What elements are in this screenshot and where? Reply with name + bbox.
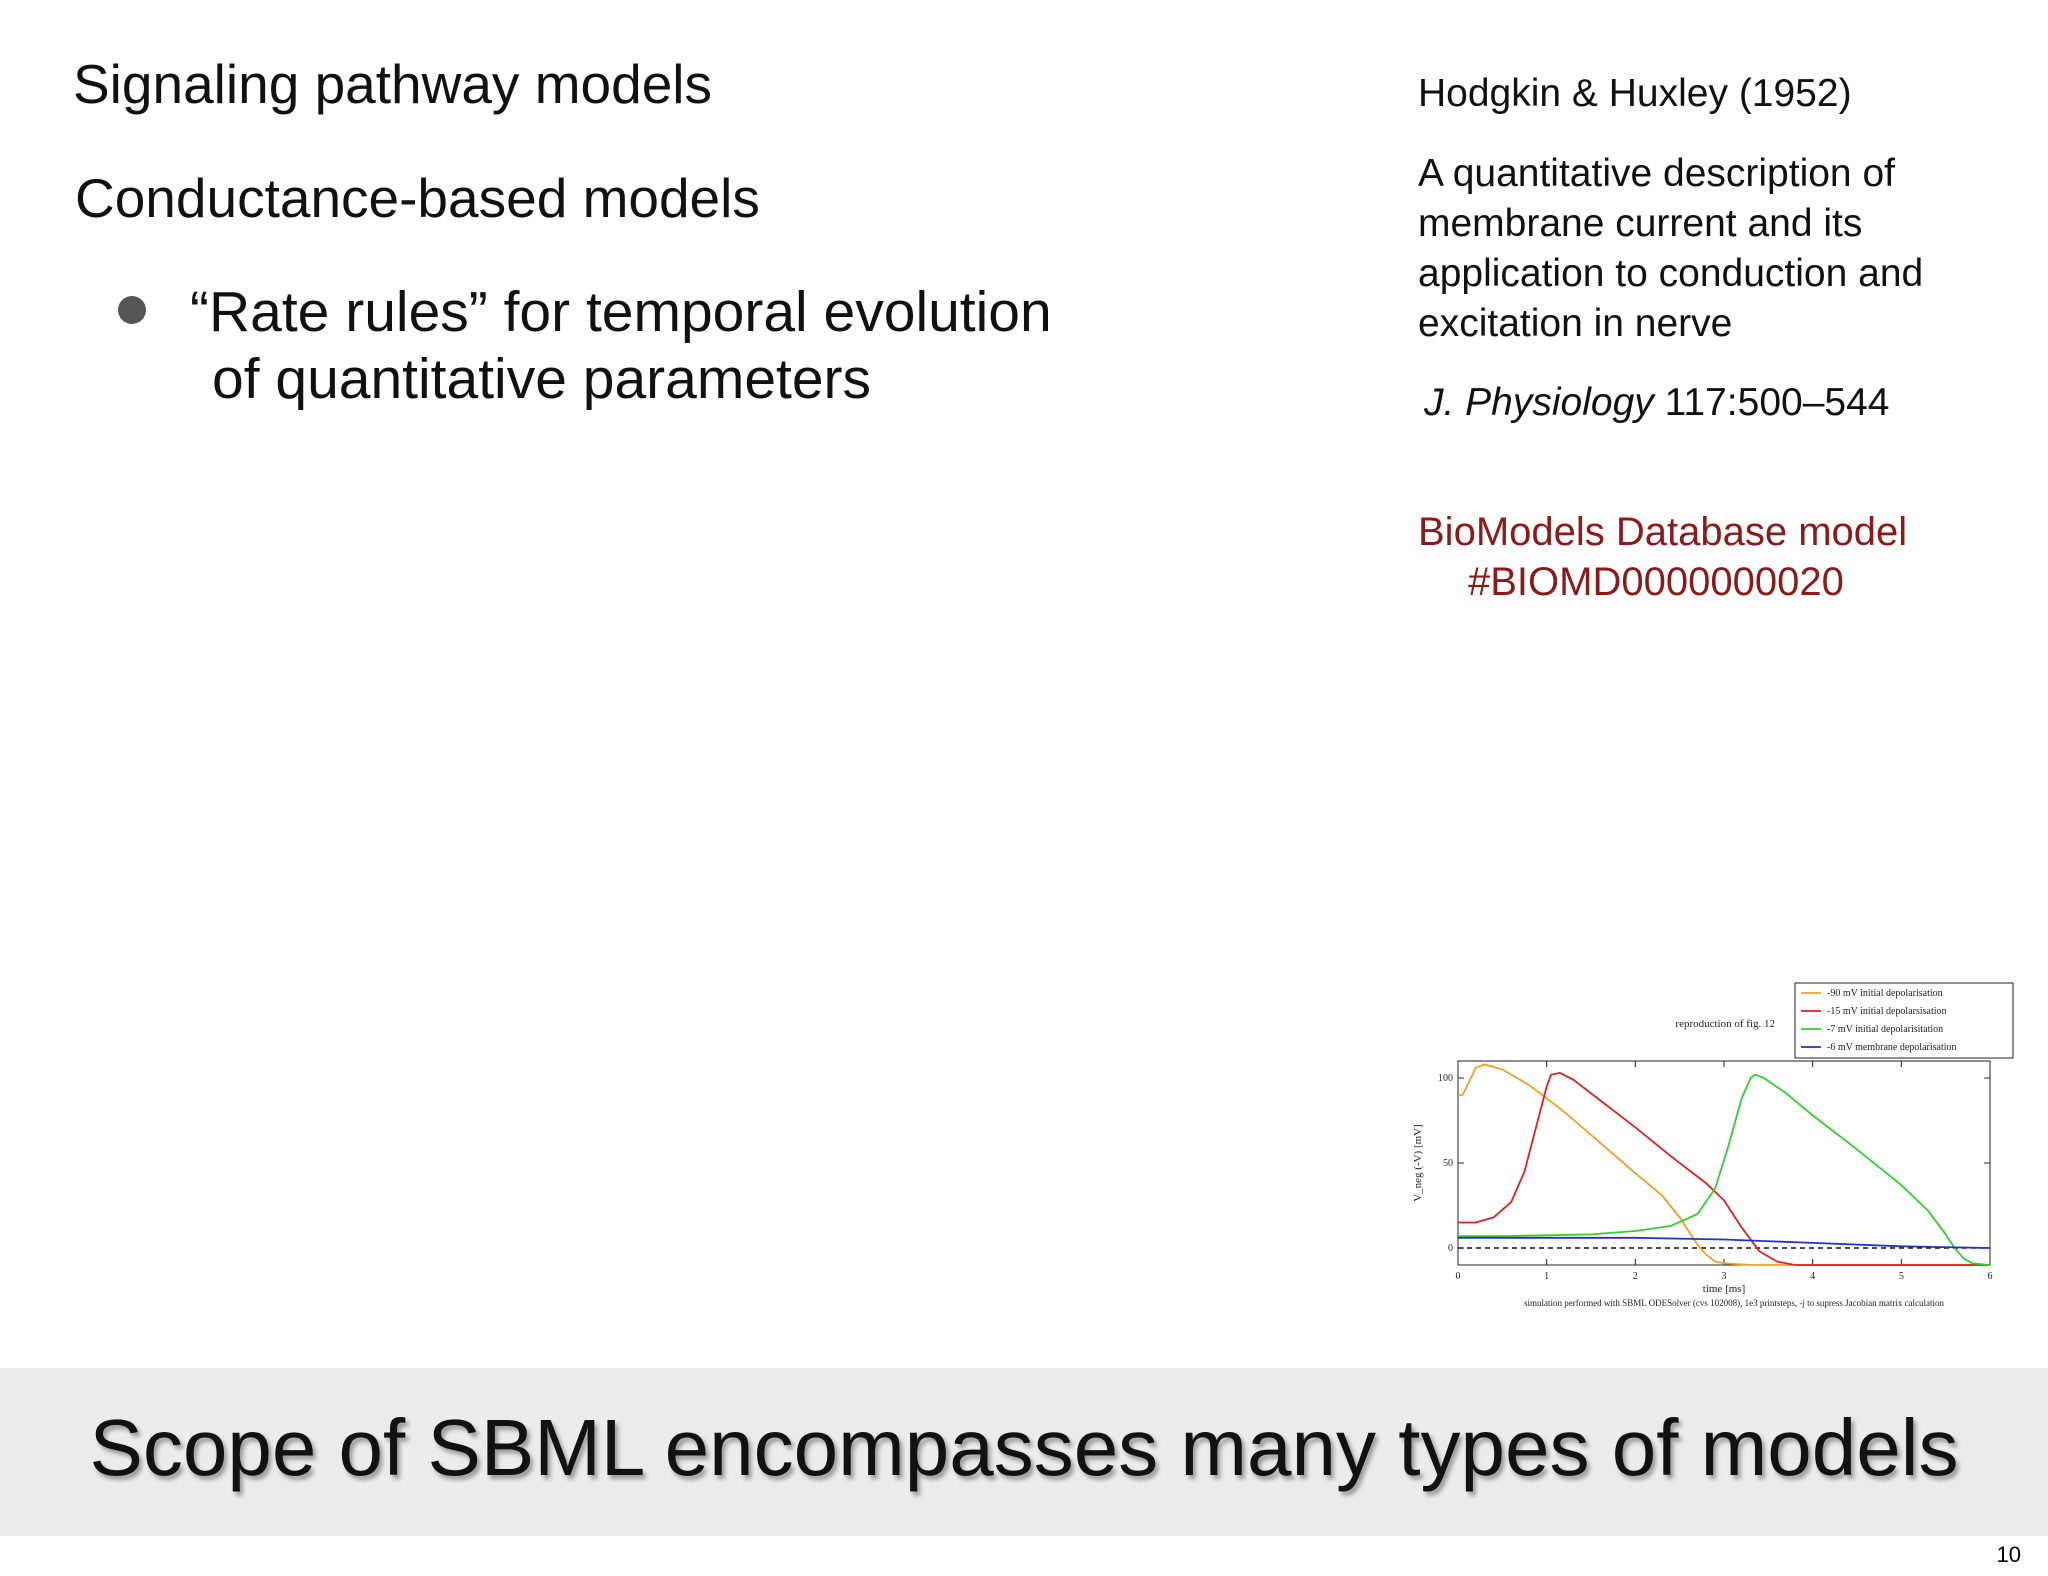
legend-entry: -15 mV initial depolarsisation: [1827, 1006, 1947, 1017]
reference-title: [1418, 149, 1923, 349]
x-tick-label: 6: [1987, 1271, 1993, 1282]
slide-title: Scope of SBML encompasses many types of models: [89, 1403, 1959, 1492]
y-tick-label: 0: [1448, 1243, 1453, 1254]
y-axis-label: V_neg (-V) [mV]: [1412, 1124, 1424, 1202]
reference-citation: [1424, 378, 1889, 428]
x-axis-label: time [ms]: [1702, 1283, 1746, 1295]
membrane-potential-chart: [1395, 975, 2035, 1327]
reference-authors: Hodgkin & Huxley (1952): [1418, 72, 1852, 115]
bullet-icon: [118, 296, 146, 324]
biomodels-id: #BIOMD0000000020: [1468, 560, 1844, 604]
x-tick-label: 4: [1810, 1271, 1816, 1282]
x-tick-label: 2: [1632, 1271, 1638, 1282]
page-number: 10: [1996, 1542, 2021, 1567]
heading-signaling-pathway: Signaling pathway models: [73, 53, 712, 115]
y-tick-label: 50: [1443, 1158, 1453, 1169]
biomodels-line-1: BioModels Database model: [1418, 510, 1908, 554]
reference-volume-pages: 117:500–544: [1664, 381, 1890, 424]
bullet-line-1: “Rate rules” for temporal evolution: [190, 280, 1052, 344]
chart-title: reproduction of fig. 12: [1675, 1018, 1775, 1030]
reference-title-line: membrane current and its: [1418, 202, 1863, 245]
heading-conductance-based: Conductance-based models: [75, 167, 760, 229]
reference-journal: J. Physiology: [1424, 381, 1654, 424]
x-tick-label: 0: [1455, 1271, 1461, 1282]
reference-title-line: application to conduction and: [1418, 252, 1924, 295]
reference-title-line: excitation in nerve: [1418, 302, 1733, 345]
legend-entry: -6 mV membrane depolarisation: [1827, 1042, 1957, 1053]
chart-footnote: simulation performed with SBML ODESolver (cvs 102008), 1e3 printsteps, -j to supress Jacobian matrix calculation: [1523, 1298, 1945, 1308]
x-tick-label: 3: [1721, 1271, 1727, 1282]
reference-title-line: A quantitative description of: [1418, 152, 1895, 195]
legend-entry: -7 mV initial depolarisitation: [1827, 1024, 1944, 1035]
y-tick-label: 100: [1438, 1073, 1453, 1084]
legend-entry: -90 mV initial depolarisation: [1827, 988, 1943, 999]
bullet-line-2: of quantitative parameters: [212, 347, 872, 411]
series-line-4: [1458, 1238, 1990, 1248]
x-tick-label: 1: [1544, 1271, 1550, 1282]
x-tick-label: 5: [1898, 1271, 1904, 1282]
series-line-3: [1458, 1075, 1990, 1265]
